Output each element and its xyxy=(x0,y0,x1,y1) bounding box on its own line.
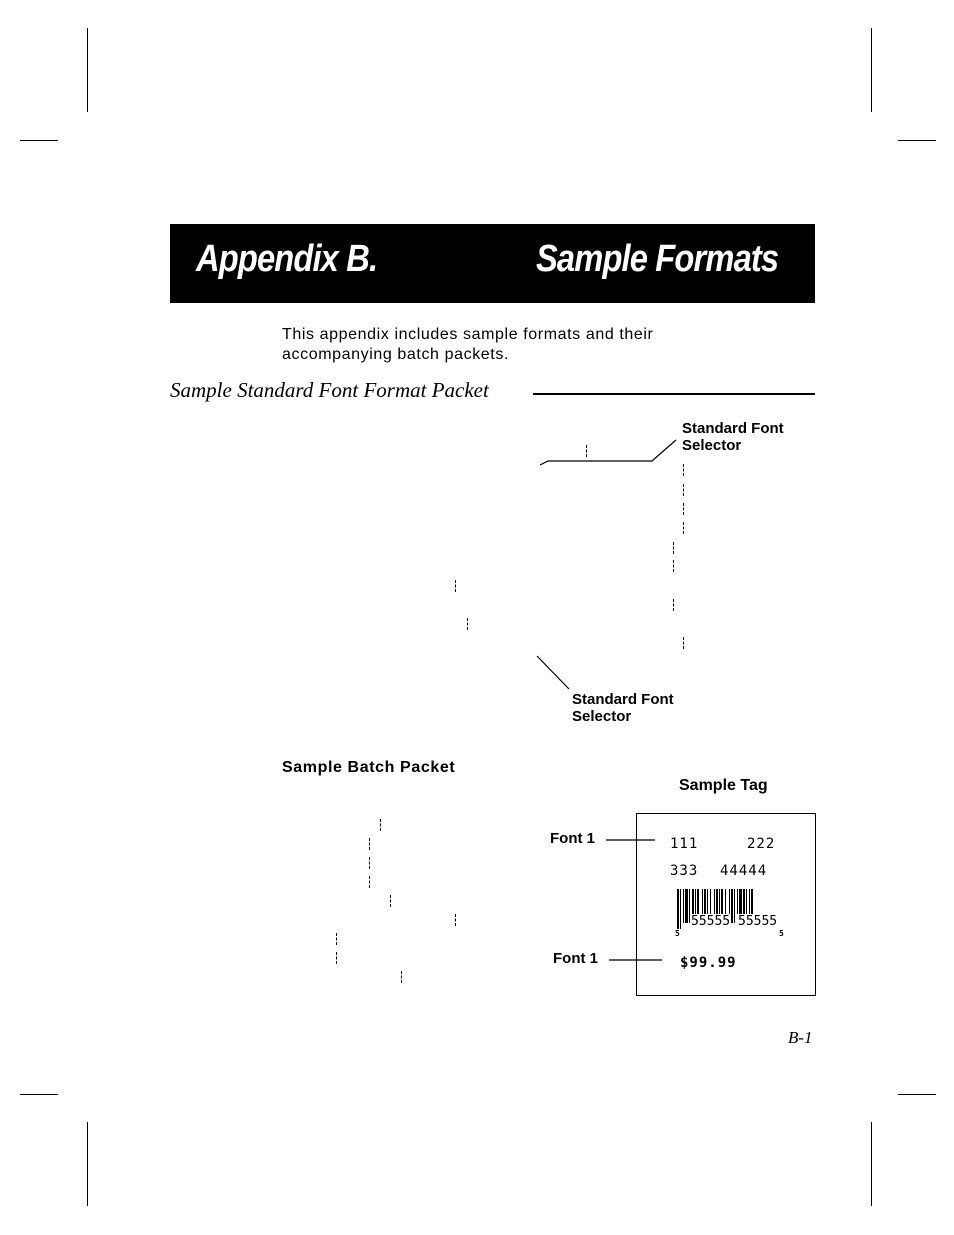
tag-price: $99.99 xyxy=(680,955,737,971)
tag-line1-left: 111 xyxy=(670,836,699,852)
page-title: Sample Formats xyxy=(536,238,779,280)
callout-line-1: Standard Font xyxy=(682,420,784,437)
barcode-check-right: 5 xyxy=(779,929,785,938)
barcode-bar xyxy=(677,889,679,929)
barcode-bar xyxy=(731,889,733,923)
barcode-digits-right: 55555 xyxy=(738,914,778,929)
tag-line1-right: 222 xyxy=(747,836,776,852)
sample-tag-title: Sample Tag xyxy=(679,777,768,794)
barcode-digits-left: 55555 xyxy=(691,914,731,929)
section-title: Sample Standard Font Format Packet xyxy=(170,378,489,402)
barcode-bar xyxy=(685,889,688,923)
barcode-bar xyxy=(683,889,684,923)
barcode-bar xyxy=(680,889,681,929)
barcode-check-left: 5 xyxy=(675,929,681,938)
callout-line-2: Selector xyxy=(572,708,632,725)
batch-packet-title: Sample Batch Packet xyxy=(282,759,456,776)
intro-text: This appendix includes sample formats and their accompanying batch packets. xyxy=(282,326,654,363)
callout-line-2: Selector xyxy=(682,437,742,454)
page-number: B-1 xyxy=(788,1028,813,1047)
appendix-label: Appendix B. xyxy=(196,238,378,280)
tag-line2-right: 44444 xyxy=(720,863,768,879)
font-label-1: Font 1 xyxy=(550,830,595,847)
barcode-bar xyxy=(734,889,735,923)
tag-line2-left: 333 xyxy=(670,863,699,879)
callout-line-1: Standard Font xyxy=(572,691,674,708)
font-label-2: Font 1 xyxy=(553,950,598,967)
